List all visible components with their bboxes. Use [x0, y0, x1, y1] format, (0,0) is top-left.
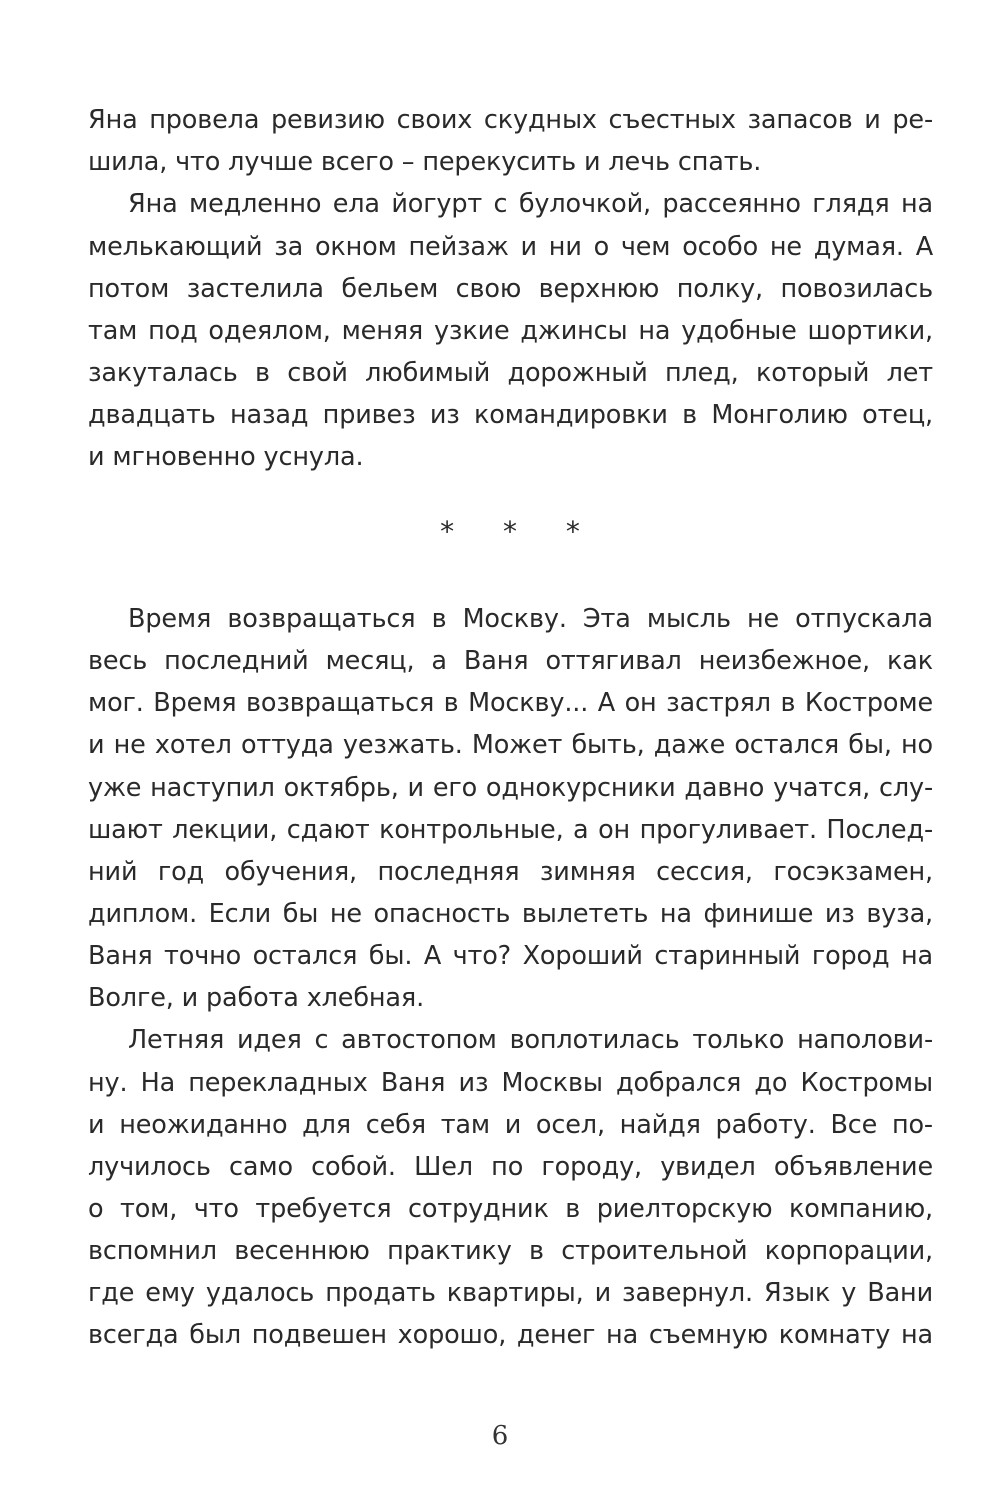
text-line: там под одеялом, меняя узкие джинсы на удобные шортики,	[88, 316, 933, 346]
text-line: закуталась в свой любимый дорожный плед, который лет	[88, 358, 933, 388]
text-line: и не хотел оттуда уезжать. Может быть, даже остался бы, но	[88, 730, 933, 760]
text-line: где ему удалось продать квартиры, и завернул. Язык у Вани	[88, 1278, 933, 1308]
text-line: о том, что требуется сотрудник в риелторскую компанию,	[88, 1194, 933, 1224]
text-line: Ваня точно остался бы. А что? Хороший старинный город на	[88, 941, 933, 971]
text-line: шают лекции, сдают контрольные, а он прогуливает. Послед-	[88, 815, 933, 845]
text-line: потом застелила бельем свою верхнюю полку, повозилась	[88, 274, 933, 304]
text-line: ну. На перекладных Ваня из Москвы добрался до Костромы	[88, 1068, 933, 1098]
text-line: и мгновенно уснула.	[88, 442, 364, 472]
text-line: лучилось само собой. Шел по городу, увидел объявление	[88, 1152, 933, 1182]
text-line: мог. Время возвращаться в Москву... А он застрял в Костроме	[88, 688, 933, 718]
section-separator: * * *	[440, 515, 600, 548]
text-line: уже наступил октябрь, и его однокурсники давно учатся, слу-	[88, 773, 933, 803]
page-number: 6	[491, 1421, 509, 1451]
text-line: Время возвращаться в Москву. Эта мысль не отпускала	[128, 604, 933, 634]
text-line: вспомнил весеннюю практику в строительной корпорации,	[88, 1236, 933, 1266]
text-line: Волге, и работа хлебная.	[88, 983, 425, 1013]
text-line: ний год обучения, последняя зимняя сессия, госэкзамен,	[88, 857, 933, 887]
text-line: мелькающий за окном пейзаж и ни о чем особо не думая. А	[88, 232, 933, 262]
text-line: и неожиданно для себя там и осел, найдя работу. Все по-	[88, 1110, 933, 1140]
text-line: Яна провела ревизию своих скудных съестных запасов и ре-	[88, 105, 933, 135]
text-line: весь последний месяц, а Ваня оттягивал неизбежное, как	[88, 646, 933, 676]
text-line: шила, что лучше всего – перекусить и лечь спать.	[88, 147, 762, 177]
text-line: всегда был подвешен хорошо, денег на съемную комнату на	[88, 1320, 933, 1350]
text-line: двадцать назад привез из командировки в Монголию отец,	[88, 400, 933, 430]
text-line: Летняя идея с автостопом воплотилась только наполови-	[128, 1025, 933, 1055]
text-line: диплом. Если бы не опасность вылететь на финише из вуза,	[88, 899, 933, 929]
text-line: Яна медленно ела йогурт с булочкой, рассеянно глядя на	[128, 189, 933, 219]
